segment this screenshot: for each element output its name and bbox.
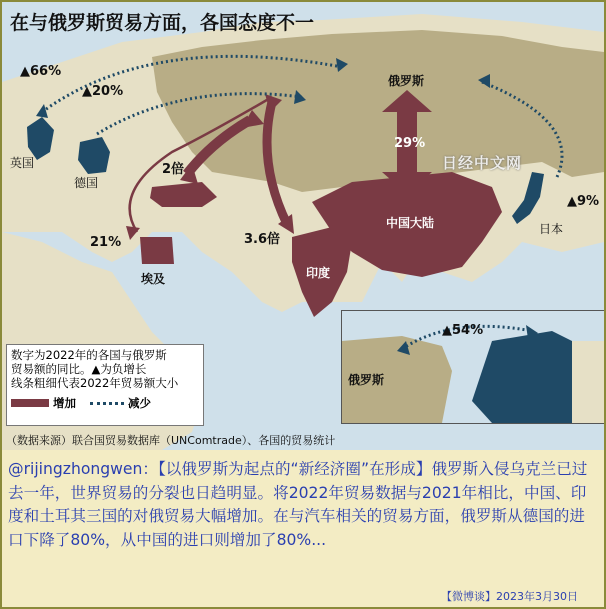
germany-label: 德国 xyxy=(74,176,99,190)
japan-value: ▲9% xyxy=(567,194,600,209)
data-source: （数据来源）联合国贸易数据库（UNComtrade）、各国的贸易统计 xyxy=(6,434,336,447)
increase-label: 增加 xyxy=(53,396,76,410)
decrease-label: 减少 xyxy=(128,396,151,410)
uk-label: 英国 xyxy=(10,156,35,170)
china-label: 中国大陆 xyxy=(386,216,435,230)
post-body: 【以俄罗斯为起点的“新经济圈”在形成】俄罗斯入侵乌克兰已过去一年，世界贸易的分裂也日趋明显。将2022年贸易数据与2021年相比，中国、印度和土耳其三国的对俄贸易大幅增加。在与汽车相关的贸易方面，俄罗斯从德国的进口下降了80%，从中国的进口则增加了80%... xyxy=(8,460,588,549)
legend-note-line2: 贸易额的同比。▲为负增长 xyxy=(11,362,147,376)
usa-region xyxy=(472,331,572,423)
turkey-value: 2倍 xyxy=(162,162,185,177)
legend-note-line1: 数字为2022年的各国与俄罗斯 xyxy=(11,348,167,362)
watermark-text: 日经中文网 xyxy=(442,154,523,172)
china-value: 29% xyxy=(394,136,426,151)
trade-map xyxy=(2,2,604,450)
decrease-swatch xyxy=(90,402,124,405)
map-legend xyxy=(6,344,204,426)
russia-label: 俄罗斯 xyxy=(388,74,425,88)
map-title: 在与俄罗斯贸易方面，各国态度不一 xyxy=(10,13,315,34)
egypt-value: 21% xyxy=(90,235,122,250)
india-label: 印度 xyxy=(306,266,331,280)
footer-date: 【微博谈】2023年3月30日 xyxy=(441,590,578,603)
egypt-region xyxy=(140,237,174,264)
post-text xyxy=(8,458,600,552)
egypt-label: 埃及 xyxy=(141,272,166,286)
india-value: 3.6倍 xyxy=(244,232,281,247)
uk-value: ▲66% xyxy=(20,64,62,79)
japan-label: 日本 xyxy=(539,222,564,236)
alaska-inset xyxy=(341,310,604,424)
account-handle[interactable]: @rijingzhongwen： xyxy=(8,460,158,478)
usa-value: ▲54% xyxy=(442,323,484,338)
germany-value: ▲20% xyxy=(82,84,124,99)
inset-russia-label: 俄罗斯 xyxy=(348,373,385,387)
increase-swatch xyxy=(11,399,49,407)
legend-note-line3: 线条粗细代表2022年贸易额大小 xyxy=(11,376,179,390)
